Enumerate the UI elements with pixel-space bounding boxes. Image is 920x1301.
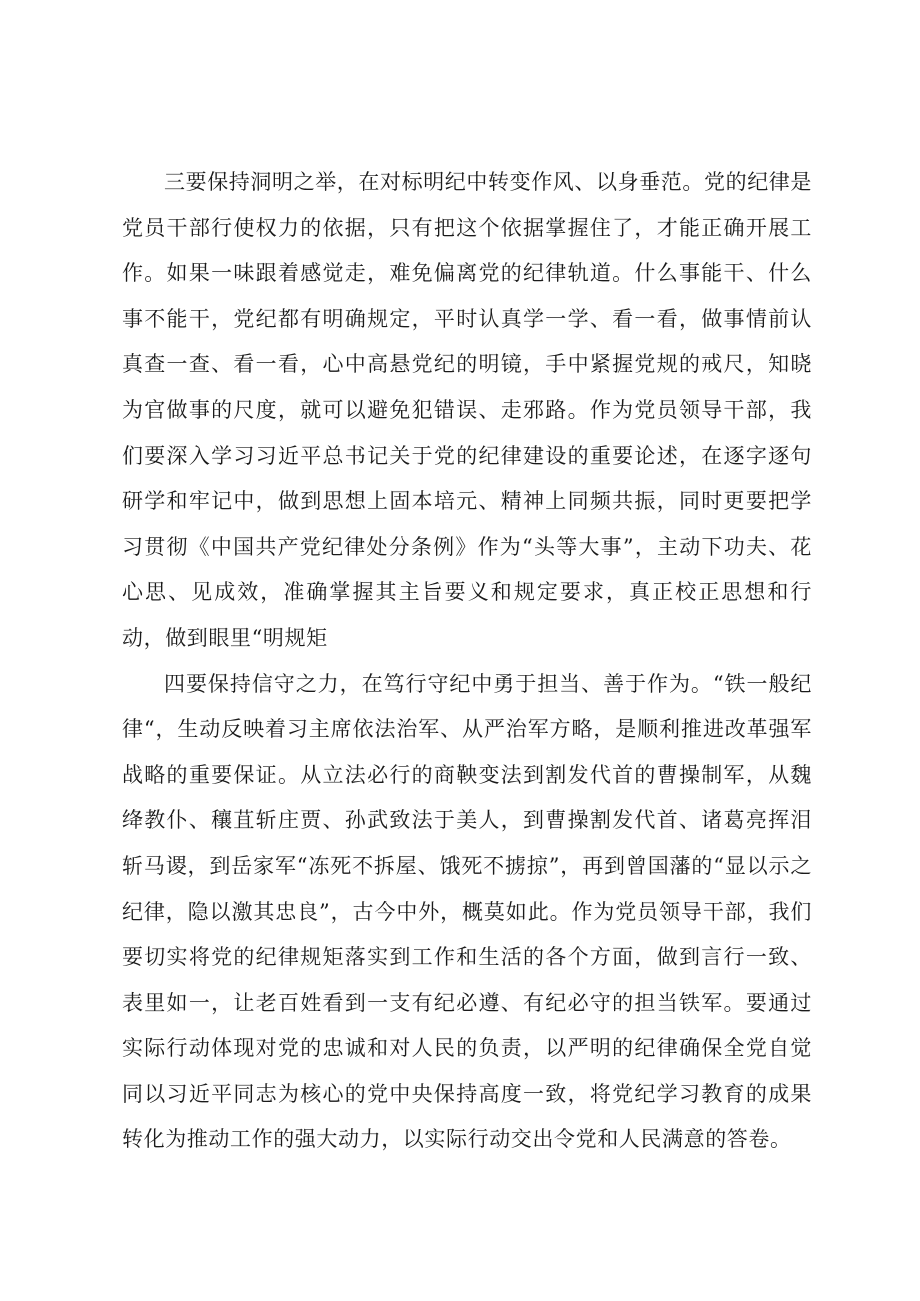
paragraph-discipline-insight: 三要保持洞明之举，在对标明纪中转变作风、以身垂范。党的纪律是党员干部行使权力的依据，只有把这个依据掌握住了，才能正确开展工作。如果一味跟着感觉走，难免偏离党的纪律轨道。什么事能干、什么事不能干，党纪都有明确规定，平时认真学一学、看一看，做事情前认真查一查、看一看，心中高悬党纪的明镜，手中紧握党规的戒尺，知晓为官做事的尺度，就可以避免犯错误、走邪路。作为党员领导干部，我们要深入学习习近平总书记关于党的纪律建设的重要论述，在逐字逐句研学和牢记中，做到思想上固本培元、精神上同频共振，同时更要把学习贯彻《中国共产党纪律处分条例》作为“头等大事”，主动下功夫、花心思、见成效，准确掌握其主旨要义和规定要求，真正校正思想和行动，做到眼里“明规矩 xyxy=(122,170,812,650)
paragraph-discipline-action: 四要保持信守之力，在笃行守纪中勇于担当、善于作为。“铁一般纪律“，生动反映着习主席依法治军、从严治军方略，是顺利推进改革强军战略的重要保证。从立法必行的商鞅变法到割发代首的曹操制军，从魏绛教仆、穰苴斩庄贾、孙武致法于美人，到曹操割发代首、诸葛亮挥泪斩马谡，到岳家军“冻死不拆屋、饿死不掳掠”，再到曾国藩的“显以示之纪律，隐以激其忠良”，古今中外，概莫如此。作为党员领导干部，我们要切实将党的纪律规矩落实到工作和生活的各个方面，做到言行一致、表里如一，让老百姓看到一支有纪必遵、有纪必守的担当铁军。要通过实际行动体现对党的忠诚和对人民的负责，以严明的纪律确保全党自觉同以习近平同志为核心的党中央保持高度一致，将党纪学习教育的成果转化为推动工作的强大动力，以实际行动交出令党和人民满意的答卷。 xyxy=(122,671,812,1152)
document-body xyxy=(122,160,812,1163)
